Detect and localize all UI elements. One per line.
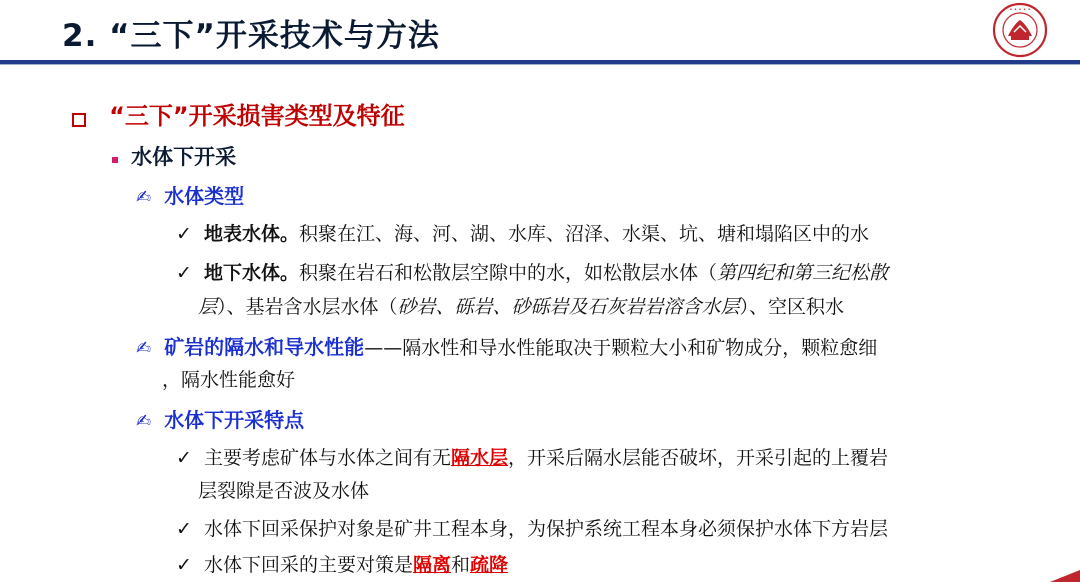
check-text: 层裂隙是否波及水体 [198,480,370,502]
item-text: 隔水性和导水性能取决于颗粒大小和矿物成分，颗粒愈细 [402,337,878,359]
check-mark-icon: ✓ [176,518,192,540]
university-logo-icon [984,2,1056,58]
check-text: 和 [451,554,471,576]
check-italic-text: 第四纪和第三纪松散 [717,262,889,284]
slide-title: 2. “三下”开采技术与方法 [62,18,440,54]
check-row-ground-water [176,258,888,285]
hollow-square-icon [72,113,86,127]
check-row-aquiclude-cont [198,476,369,503]
check-text: ）、空区积水 [739,296,845,318]
square-dot-icon [112,157,118,163]
check-text: ，开采后隔水层能否破坏，开采引起的上覆岩 [508,447,889,469]
check-mark-icon: ✓ [176,554,192,576]
check-italic-text: 层 [198,296,218,318]
check-text: 水体下回采的主要对策是 [203,554,413,576]
corner-decoration [1040,568,1080,582]
section-heading-row [72,96,405,131]
item-row-water-types [136,180,244,209]
header-rule-thin [0,64,1080,65]
item-row-mining-features [136,404,304,433]
check-text: ）、基岩含水层水体（ [217,296,398,318]
writing-hand-icon: ✍ [136,411,152,432]
item-row-rock-properties-cont [162,365,295,392]
check-mark-icon: ✓ [176,447,192,469]
highlight-term: 隔水层 [450,447,508,469]
item-text: ，隔水性能愈好 [162,369,296,391]
check-row-countermeasure [176,550,508,577]
check-mark-icon: ✓ [176,262,192,284]
check-text: 主要考虑矿体与水体之间有无 [203,447,451,469]
item-row-rock-properties [136,331,877,360]
writing-hand-icon: ✍ [136,338,152,359]
svg-text:• • • • •: • • • • • [1009,7,1031,13]
check-row-ground-water-cont [198,292,844,319]
highlight-term: 疏降 [470,554,509,576]
check-italic-text: 砂岩、砾岩、砂砾岩及石灰岩岩溶含水层 [397,296,740,318]
item-label: 水体下开采特点 [164,408,305,432]
highlight-term: 隔离 [412,554,451,576]
slide-header [0,0,1080,60]
item-label: 矿岩的隔水和导水性能 [164,335,365,359]
section-heading: “三下”开采损害类型及特征 [109,102,405,130]
check-bold-label: 地下水体。 [203,262,299,284]
writing-hand-icon: ✍ [136,187,152,208]
item-dash: —— [364,337,403,359]
check-row-surface-water [176,219,869,246]
check-text: 水体下回采保护对象是矿井工程本身，为保护系统工程本身必须保护水体下方岩层 [203,518,888,540]
check-text: 积聚在江、海、河、湖、水库、沼泽、水渠、坑、塘和塌陷区中的水 [298,223,869,245]
check-row-protection [176,514,888,541]
check-text: 积聚在岩石和松散层空隙中的水，如松散层水体（ [298,262,717,284]
item-label: 水体类型 [164,184,245,208]
check-row-aquiclude [176,443,888,470]
check-mark-icon: ✓ [176,223,192,245]
check-bold-label: 地表水体。 [203,223,299,245]
sub-heading: 水体下开采 [131,145,237,169]
sub-heading-row [112,141,236,171]
